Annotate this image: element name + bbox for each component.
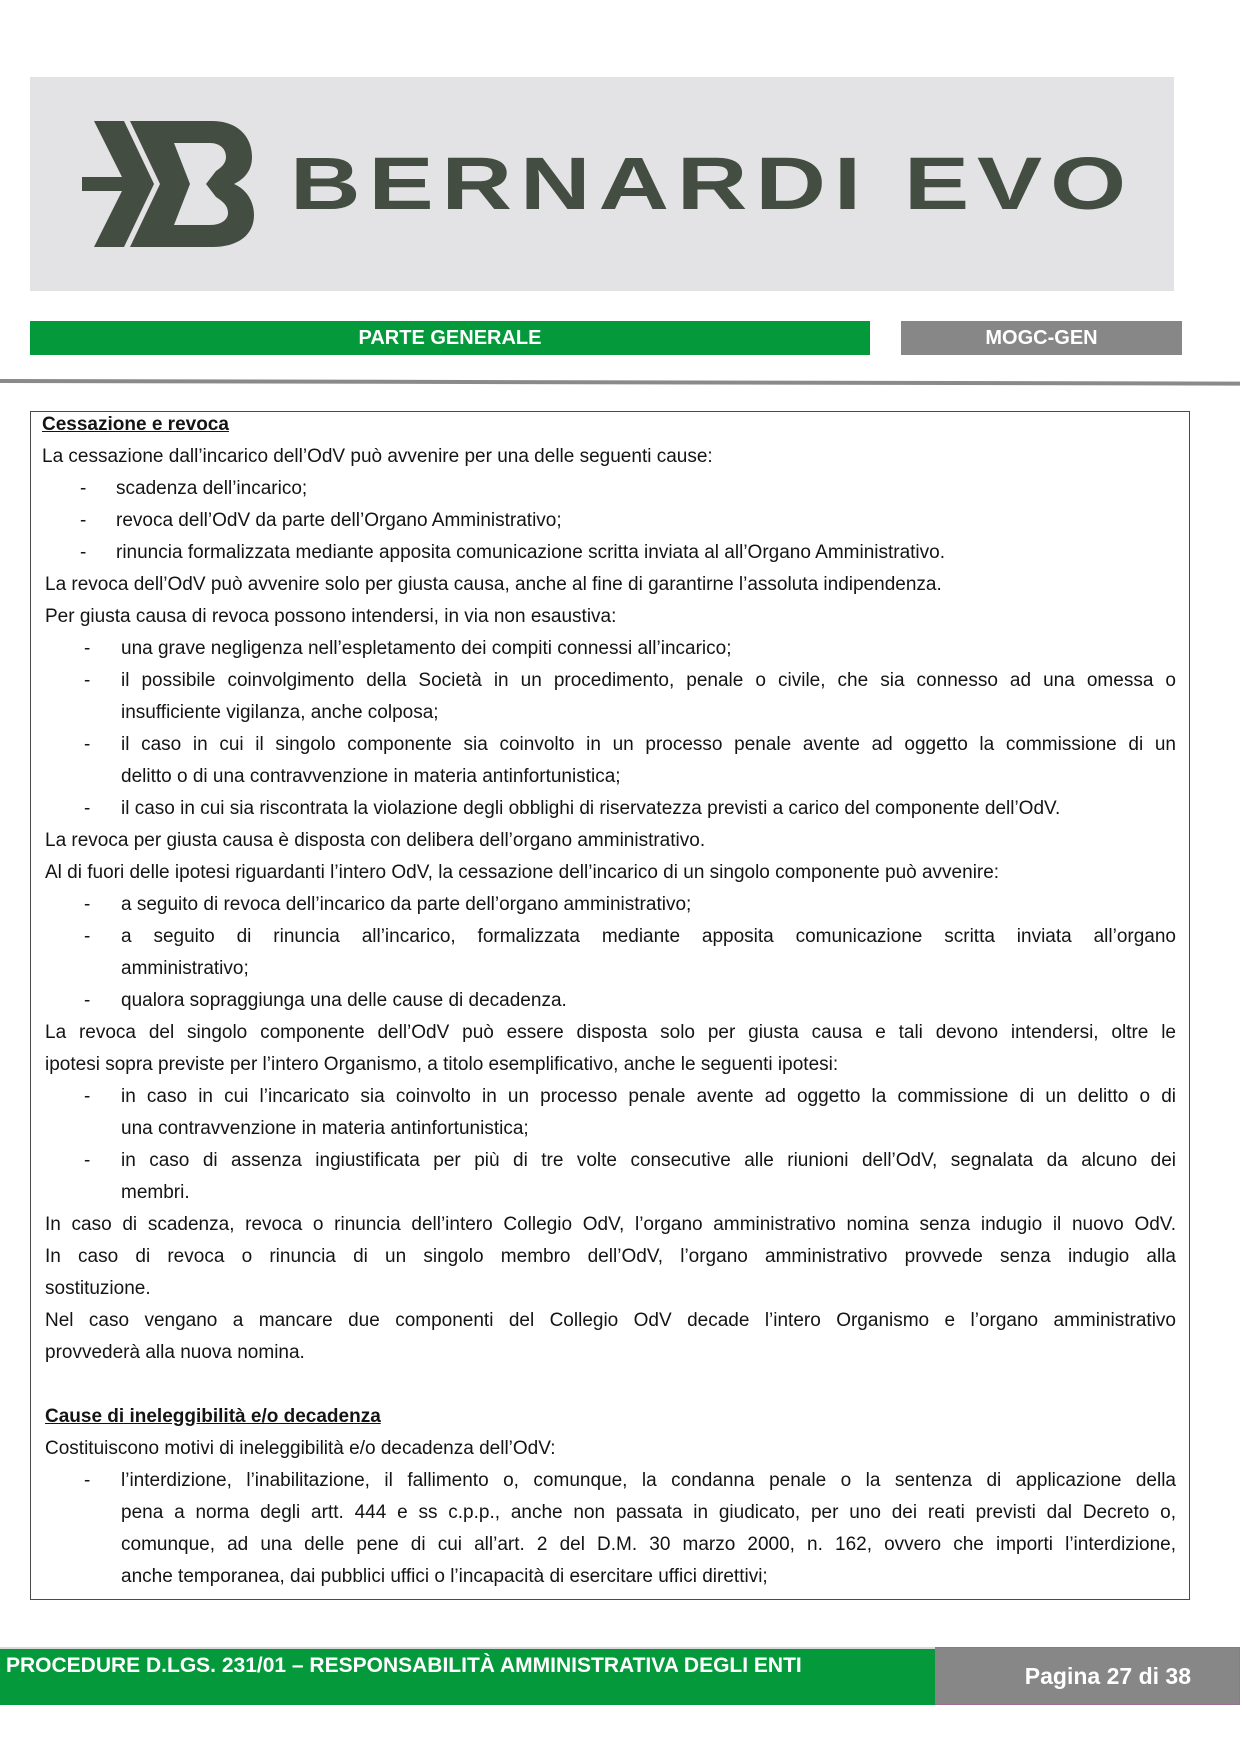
footer-page-bar bbox=[935, 1647, 1240, 1705]
paragraph-line: Per giusta causa di revoca possono intendersi, in via non esaustiva: bbox=[45, 606, 617, 627]
paragraph-line: La revoca del singolo componente dell’OdV può essere disposta solo per giusta causa e tali devono intendersi, oltre le bbox=[45, 1022, 1176, 1043]
list-item: a seguito di rinuncia all’incarico, formalizzata mediante apposita comunicazione scritta inviata all’organo bbox=[121, 926, 1176, 947]
header-divider bbox=[0, 379, 1240, 386]
bullet-dash: - bbox=[84, 670, 91, 691]
bullet-dash: - bbox=[84, 798, 91, 819]
bullet-dash: - bbox=[84, 1470, 91, 1491]
list-item: a seguito di revoca dell’incarico da parte dell’organo amministrativo; bbox=[121, 894, 692, 915]
list-item: il possibile coinvolgimento della Società in un procedimento, penale o civile, che sia connesso ad una omessa o bbox=[121, 670, 1176, 691]
paragraph-line: Al di fuori delle ipotesi riguardanti l’intero OdV, la cessazione dell’incarico di un singolo componente può avvenire: bbox=[45, 862, 1000, 883]
list-item: una grave negligenza nell’espletamento dei compiti connessi all’incarico; bbox=[121, 638, 732, 659]
list-item-continuation: comunque, ad una delle pene di cui all’art. 2 del D.M. 30 marzo 2000, n. 162, ovvero che importi l’interdizione, bbox=[121, 1534, 1176, 1555]
bullet-dash: - bbox=[84, 638, 91, 659]
list-item-continuation: amministrativo; bbox=[121, 958, 249, 979]
list-item: il caso in cui il singolo componente sia coinvolto in un processo penale avente ad oggetto la commissione di un bbox=[121, 734, 1176, 755]
paragraph-line: Costituiscono motivi di ineleggibilità e/o decadenza dell’OdV: bbox=[45, 1438, 556, 1459]
paragraph-line: La revoca dell’OdV può avvenire solo per giusta causa, anche al fine di garantirne l’assoluta indipendenza. bbox=[45, 574, 942, 595]
bernardi-logo-icon bbox=[82, 121, 254, 247]
page-number: Pagina 27 di 38 bbox=[1024, 1663, 1191, 1689]
paragraph-line: provvederà alla nuova nomina. bbox=[45, 1342, 305, 1363]
bullet-dash: - bbox=[84, 734, 91, 755]
bullet-dash: - bbox=[80, 542, 87, 563]
list-item-continuation: pena a norma degli artt. 444 e ss c.p.p., anche non passata in giudicato, per uno dei reati previsti dal Decreto o, bbox=[121, 1502, 1176, 1523]
list-item: in caso in cui l’incaricato sia coinvolto in un processo penale avente ad oggetto la commissione di un delitto o di bbox=[121, 1086, 1176, 1107]
paragraph-line: La revoca per giusta causa è disposta con delibera dell’organo amministrativo. bbox=[45, 830, 706, 851]
paragraph-line: ipotesi sopra previste per l’intero Organismo, a titolo esemplificativo, anche le seguenti ipotesi: bbox=[45, 1054, 839, 1075]
bullet-dash: - bbox=[84, 1150, 91, 1171]
list-item: in caso di assenza ingiustificata per più di tre volte consecutive alle riunioni dell’OdV, segnalata da alcuno dei bbox=[121, 1150, 1176, 1171]
bullet-dash: - bbox=[84, 990, 91, 1011]
list-item: qualora sopraggiunga una delle cause di decadenza. bbox=[121, 990, 567, 1011]
bullet-dash: - bbox=[80, 510, 87, 531]
bullet-dash: - bbox=[84, 926, 91, 947]
list-item: il caso in cui sia riscontrata la violazione degli obblighi di riservatezza previsti a carico del componente dell’OdV. bbox=[121, 798, 1061, 819]
bullet-dash: - bbox=[84, 894, 91, 915]
list-item: scadenza dell’incarico; bbox=[116, 478, 308, 499]
paragraph-line: In caso di scadenza, revoca o rinuncia dell’intero Collegio OdV, l’organo amministrativo nomina senza indugio il nuovo OdV. bbox=[45, 1214, 1176, 1235]
list-item: l’interdizione, l’inabilitazione, il fallimento o, comunque, la condanna penale o la sentenza di applicazione della bbox=[121, 1470, 1176, 1491]
paragraph-line: La cessazione dall’incarico dell’OdV può avvenire per una delle seguenti cause: bbox=[42, 446, 713, 467]
bullet-dash: - bbox=[84, 1086, 91, 1107]
list-item-continuation: anche temporanea, dai pubblici uffici o l’incapacità di esercitare uffici direttivi; bbox=[121, 1566, 768, 1587]
section-heading: Cessazione e revoca bbox=[42, 414, 229, 435]
bullet-dash: - bbox=[80, 478, 87, 499]
section-heading: Cause di ineleggibilità e/o decadenza bbox=[45, 1406, 381, 1427]
paragraph-line: In caso di revoca o rinuncia di un singolo membro dell’OdV, l’organo amministrativo provvede senza indugio alla bbox=[45, 1246, 1176, 1267]
footer-title: PROCEDURE D.LGS. 231/01 – RESPONSABILITÀ AMMINISTRATIVA DEGLI ENTI bbox=[6, 1654, 802, 1677]
paragraph-line: sostituzione. bbox=[45, 1278, 151, 1299]
company-wordmark: BERNARDI EVO bbox=[290, 142, 1135, 225]
list-item-continuation: membri. bbox=[121, 1182, 190, 1203]
logo-banner bbox=[30, 77, 1174, 291]
footer-title-bar bbox=[0, 1647, 935, 1705]
section-label-bar: PARTE GENERALE bbox=[30, 321, 870, 355]
list-item-continuation: delitto o di una contravvenzione in materia antinfortunistica; bbox=[121, 766, 621, 787]
list-item: revoca dell’OdV da parte dell’Organo Amministrativo; bbox=[116, 510, 562, 531]
list-item: rinuncia formalizzata mediante apposita comunicazione scritta inviata al all’Organo Amministrativo. bbox=[116, 542, 945, 563]
paragraph-line: Nel caso vengano a mancare due componenti del Collegio OdV decade l’intero Organismo e l’organo amministrativo bbox=[45, 1310, 1176, 1331]
list-item-continuation: insufficiente vigilanza, anche colposa; bbox=[121, 702, 439, 723]
document-code-bar: MOGC-GEN bbox=[901, 321, 1182, 355]
list-item-continuation: una contravvenzione in materia antinfortunistica; bbox=[121, 1118, 529, 1139]
